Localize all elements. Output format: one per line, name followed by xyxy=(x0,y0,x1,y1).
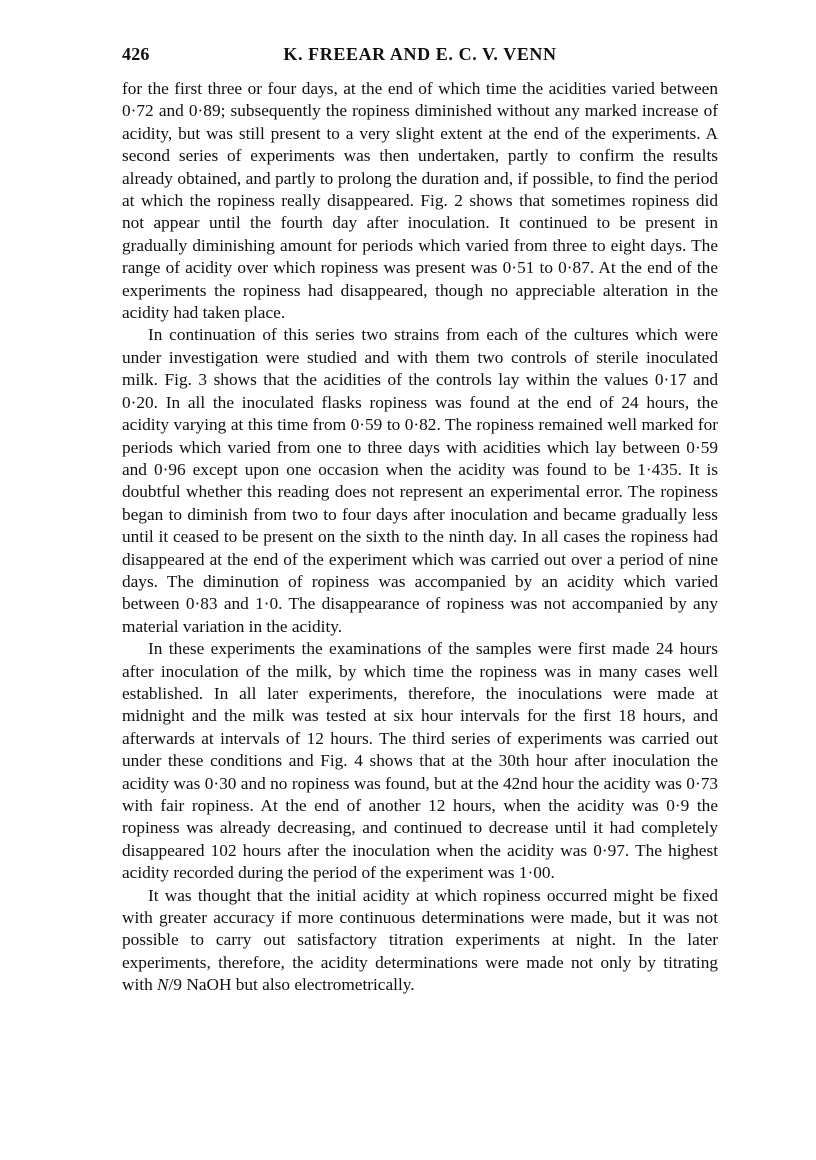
body-text xyxy=(122,78,718,997)
normality-symbol: N xyxy=(157,975,169,995)
page-number: 426 xyxy=(122,44,150,64)
paragraph-3: In these experiments the examinations of the samples were first made 24 hours after inoculation of the milk, by which time the ropiness was in many cases well established. In all later experiments, therefore, the inoculations were made at midnight and the milk was tested at six hour intervals for the first 18 hours, and afterwards at intervals of 12 hours. The third series of experiments was carried out under these conditions and Fig. 4 shows that at the 30th hour after inoculation the acidity was 0·30 and no ropiness was found, but at the 42nd hour the acidity was 0·73 with fair ropiness. At the end of another 12 hours, when the acidity was 0·9 the ropiness was already decreasing, and continued to decrease until it had completely disappeared 102 hours after the inoculation when the acidity was 0·97. The highest acidity recorded during the period of the experiment was 1·00. xyxy=(122,639,718,883)
running-header xyxy=(122,44,718,68)
paragraph-4 xyxy=(122,885,718,997)
paragraph-4-text-end: /9 NaOH but also electrometrically. xyxy=(168,975,415,995)
paragraph-1: for the first three or four days, at the end of which time the acidities varied between 0·72 and 0·89; subsequently the ropiness diminished without any marked increase of acidity, but was still present to a very slight extent at the end of the experiments. A second series of experiments was then undertaken, partly to confirm the results already obtained, and partly to prolong the duration and, if possible, to find the period at which the ropiness really disappeared. Fig. 2 shows that sometimes ropiness did not appear until the fourth day after inoculation. It continued to be present in gradually diminishing amount for periods which varied from three to eight days. The range of acidity over which ropiness was present was 0·51 to 0·87. At the end of the experiments the ropiness had disappeared, though no appreciable alteration in the acidity had taken place. xyxy=(122,79,718,323)
paragraph-2: In continuation of this series two strains from each of the cultures which were under investigation were studied and with them two controls of sterile inoculated milk. Fig. 3 shows that the acidities of the controls lay within the values 0·17 and 0·20. In all the inoculated flasks ropiness was found at the end of 24 hours, the acidity varying at this time from 0·59 to 0·82. The ropiness remained well marked for periods which varied from one to three days with acidities which lay between 0·59 and 0·96 except upon one occasion when the acidity was found to be 1·435. It is doubtful whether this reading does not represent an experimental error. The ropiness began to diminish from two to four days after inoculation and became gradually less until it ceased to be present on the sixth to the ninth day. In all cases the ropiness had disappeared at the end of the experiment which was carried out over a period of nine days. The diminution of ropiness was accompanied by an acidity which varied between 0·83 and 1·0. The disappearance of ropiness was not accompanied by any material variation in the acidity. xyxy=(122,325,718,636)
running-title: K. FREEAR AND E. C. V. VENN xyxy=(283,44,557,64)
paragraph-4-text-start: It was thought that the initial acidity at which ropiness occurred might be fixed with greater accuracy if more continuous determinations were made, but it was not possible to carry out satisfactory titration experiments at night. In the later experiments, therefore, the acidity determinations were made not only by titrating with xyxy=(122,885,718,995)
